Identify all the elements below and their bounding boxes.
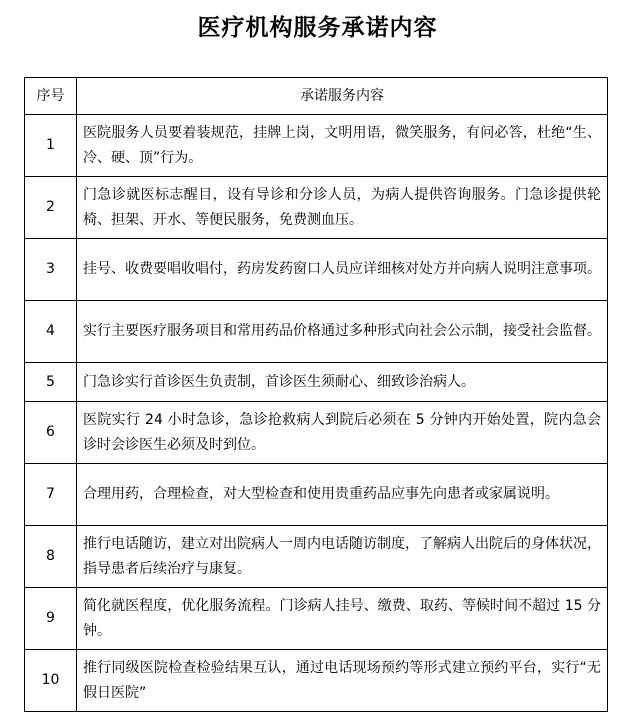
- table-row: [25, 402, 608, 464]
- row-content: 医院实行 24 小时急诊，急诊抢救病人到院后必须在 5 分钟内开始处置，院内急会诊时会诊医生必须及时到位。: [77, 402, 608, 464]
- header-serial-number: 序号: [25, 78, 77, 115]
- table-row: [25, 464, 608, 526]
- row-number: 8: [25, 526, 77, 588]
- row-content: 挂号、收费要唱收唱付，药房发药窗口人员应详细核对处方并向病人说明注意事项。: [77, 239, 608, 301]
- table-row: [25, 301, 608, 363]
- table-row: [25, 363, 608, 402]
- table-row: [25, 177, 608, 239]
- row-content: 门急诊实行首诊医生负责制，首诊医生须耐心、细致诊治病人。: [77, 363, 608, 402]
- table-row: [25, 115, 608, 177]
- table-row: [25, 650, 608, 712]
- row-number: 10: [25, 650, 77, 712]
- row-number: 2: [25, 177, 77, 239]
- row-content: 推行电话随访，建立对出院病人一周内电话随访制度，了解病人出院后的身体状况，指导患者后续治疗与康复。: [77, 526, 608, 588]
- table-row: [25, 239, 608, 301]
- row-content: 推行同级医院检查检验结果互认，通过电话现场预约等形式建立预约平台，实行“无假日医院”: [77, 650, 608, 712]
- row-content: 医院服务人员要着装规范，挂牌上岗，文明用语，微笑服务，有问必答，杜绝“生、冷、硬、顶”行为。: [77, 115, 608, 177]
- row-content: 简化就医程度，优化服务流程。门诊病人挂号、缴费、取药、等候时间不超过 15 分钟。: [77, 588, 608, 650]
- row-number: 1: [25, 115, 77, 177]
- row-content: 实行主要医疗服务项目和常用药品价格通过多种形式向社会公示制，接受社会监督。: [77, 301, 608, 363]
- row-content: 门急诊就医标志醒目，设有导诊和分诊人员，为病人提供咨询服务。门急诊提供轮椅、担架、开水、等便民服务，免费测血压。: [77, 177, 608, 239]
- row-number: 3: [25, 239, 77, 301]
- row-number: 5: [25, 363, 77, 402]
- row-number: 9: [25, 588, 77, 650]
- row-number: 4: [25, 301, 77, 363]
- row-number: 7: [25, 464, 77, 526]
- document-title: 医疗机构服务承诺内容: [197, 14, 438, 41]
- row-number: 6: [25, 402, 77, 464]
- row-content: 合理用药，合理检查，对大型检查和使用贵重药品应事先向患者或家属说明。: [77, 464, 608, 526]
- table-header-row: [25, 78, 608, 115]
- commitment-table: [24, 77, 608, 712]
- header-commitment-content: 承诺服务内容: [77, 78, 608, 115]
- table-row: [25, 588, 608, 650]
- table-row: [25, 526, 608, 588]
